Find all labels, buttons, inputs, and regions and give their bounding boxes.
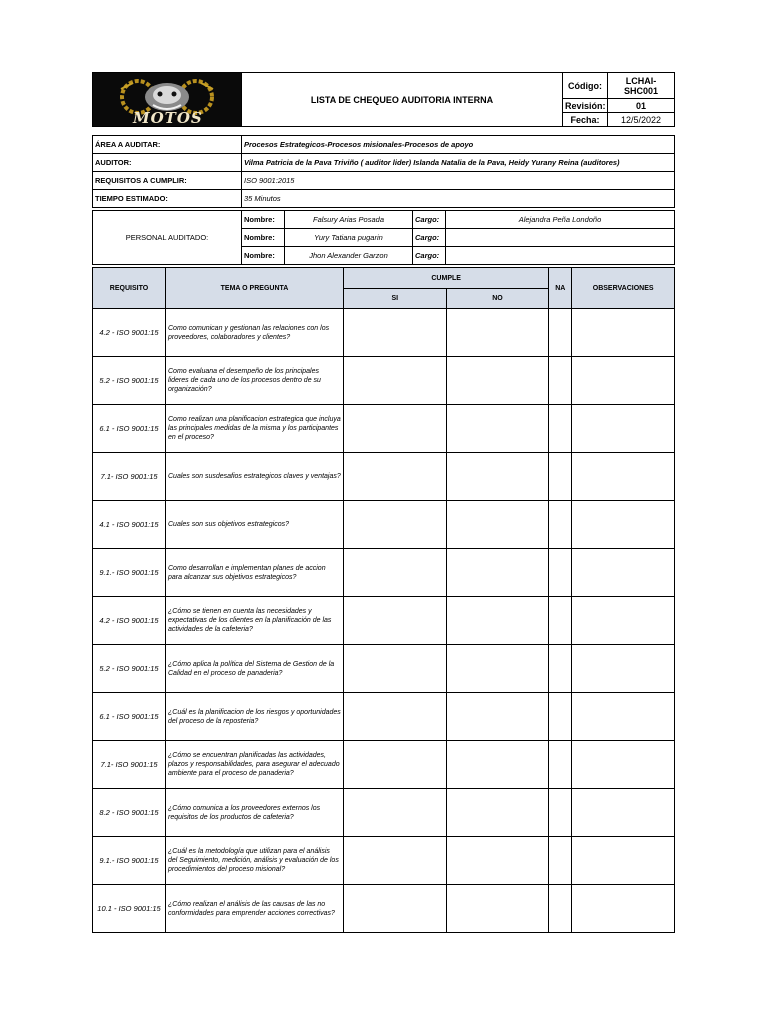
nombre-label: Nombre: (242, 211, 285, 229)
si-checkbox-cell[interactable] (344, 837, 447, 885)
no-checkbox-cell[interactable] (446, 549, 549, 597)
observaciones-cell[interactable] (572, 309, 675, 357)
header-table (92, 72, 675, 127)
observaciones-cell[interactable] (572, 453, 675, 501)
document-title: LISTA DE CHEQUEO AUDITORIA INTERNA (242, 73, 563, 127)
requisito-cell: 7.1- ISO 9001:15 (93, 453, 166, 501)
table-row (93, 357, 675, 405)
nombre-label: Nombre: (242, 247, 285, 265)
observaciones-cell[interactable] (572, 741, 675, 789)
requisito-cell: 9.1.- ISO 9001:15 (93, 837, 166, 885)
personal-label: PERSONAL AUDITADO: (93, 211, 242, 265)
requisito-cell: 5.2 - ISO 9001:15 (93, 645, 166, 693)
observaciones-cell[interactable] (572, 645, 675, 693)
pregunta-cell: Como evaluana el desempeño de los principales lideres de cada uno de los procesos dentro de su organización? (166, 357, 344, 405)
personal-nombre: Falsury Arias Posada (285, 211, 413, 229)
codigo-label: Código: (563, 73, 608, 99)
requisito-cell: 8.2 - ISO 9001:15 (93, 789, 166, 837)
personal-cargo (446, 247, 675, 265)
no-checkbox-cell[interactable] (446, 501, 549, 549)
pregunta-cell: ¿Cómo realizan el análisis de las causas de las no conformidades para emprender acciones correctivas? (166, 885, 344, 933)
na-checkbox-cell[interactable] (549, 789, 572, 837)
col-na: NA (549, 268, 572, 309)
pregunta-cell: ¿Cuál es la metodología que utilizan para el análisis del Seguimiento, medición, análisis y evaluación de los procedimientos del proceso misional? (166, 837, 344, 885)
requisito-cell: 4.1 - ISO 9001:15 (93, 501, 166, 549)
table-row (93, 501, 675, 549)
col-tema: TEMA O PREGUNTA (166, 268, 344, 309)
table-row (93, 405, 675, 453)
no-checkbox-cell[interactable] (446, 309, 549, 357)
cargo-label: Cargo: (413, 247, 446, 265)
requisito-cell: 10.1 - ISO 9001:15 (93, 885, 166, 933)
logo-text: MOTOS (133, 109, 203, 127)
fecha-value: 12/5/2022 (608, 113, 675, 127)
pregunta-cell: ¿Cuál es la planificacion de los riesgos y oportunidades del proceso de la reposteria? (166, 693, 344, 741)
si-checkbox-cell[interactable] (344, 597, 447, 645)
si-checkbox-cell[interactable] (344, 549, 447, 597)
personal-nombre: Jhon Alexander Garzon (285, 247, 413, 265)
col-requisito: REQUISITO (93, 268, 166, 309)
table-row (93, 597, 675, 645)
si-checkbox-cell[interactable] (344, 645, 447, 693)
no-checkbox-cell[interactable] (446, 837, 549, 885)
area-value: Procesos Estrategicos-Procesos misionales-Procesos de apoyo (242, 136, 675, 154)
observaciones-cell[interactable] (572, 501, 675, 549)
table-row (93, 837, 675, 885)
info-table (92, 135, 675, 208)
table-row (93, 693, 675, 741)
cargo-label: Cargo: (413, 211, 446, 229)
document-page (92, 72, 675, 933)
codigo-value: LCHAI-SHC001 (608, 73, 675, 99)
si-checkbox-cell[interactable] (344, 501, 447, 549)
col-cumple: CUMPLE (344, 268, 549, 289)
no-checkbox-cell[interactable] (446, 453, 549, 501)
table-row (93, 309, 675, 357)
na-checkbox-cell[interactable] (549, 741, 572, 789)
no-checkbox-cell[interactable] (446, 741, 549, 789)
no-checkbox-cell[interactable] (446, 693, 549, 741)
tiempo-label: TIEMPO ESTIMADO: (93, 190, 242, 208)
na-checkbox-cell[interactable] (549, 357, 572, 405)
area-label: ÁREA A AUDITAR: (93, 136, 242, 154)
si-checkbox-cell[interactable] (344, 885, 447, 933)
table-row (93, 789, 675, 837)
cargo-label: Cargo: (413, 229, 446, 247)
pregunta-cell: ¿Cómo comunica a los proveedores externos los requisitos de los productos de cafeteria? (166, 789, 344, 837)
requisito-cell: 6.1 - ISO 9001:15 (93, 693, 166, 741)
observaciones-cell[interactable] (572, 405, 675, 453)
no-checkbox-cell[interactable] (446, 405, 549, 453)
col-si: SI (344, 289, 447, 309)
requisito-cell: 4.2 - ISO 9001:15 (93, 597, 166, 645)
auditor-value: Vilma Patricia de la Pava Triviño ( auditor lider) Islanda Natalia de la Pava, Heidy Yurany Reina (auditores) (242, 154, 675, 172)
requisitos-value: ISO 9001:2015 (242, 172, 675, 190)
pregunta-cell: ¿Cómo se encuentran planificadas las actividades, plazos y responsabilidades, para asegurar el adecuado ambiente para el proceso de panaderia? (166, 741, 344, 789)
na-checkbox-cell[interactable] (549, 885, 572, 933)
pregunta-cell: Cuales son sus objetivos estrategicos? (166, 501, 344, 549)
company-logo (93, 73, 242, 127)
pregunta-cell: Como realizan una planificacion estrategica que incluya las principales medidas de la misma y los participantes en el proceso? (166, 405, 344, 453)
requisito-cell: 7.1- ISO 9001:15 (93, 741, 166, 789)
revision-value: 01 (608, 99, 675, 113)
observaciones-cell[interactable] (572, 597, 675, 645)
na-checkbox-cell[interactable] (549, 645, 572, 693)
na-checkbox-cell[interactable] (549, 693, 572, 741)
table-row (93, 549, 675, 597)
observaciones-cell[interactable] (572, 357, 675, 405)
observaciones-cell[interactable] (572, 549, 675, 597)
table-row (93, 645, 675, 693)
na-checkbox-cell[interactable] (549, 597, 572, 645)
requisito-cell: 9.1.- ISO 9001:15 (93, 549, 166, 597)
fecha-label: Fecha: (563, 113, 608, 127)
na-checkbox-cell[interactable] (549, 549, 572, 597)
no-checkbox-cell[interactable] (446, 597, 549, 645)
na-checkbox-cell[interactable] (549, 837, 572, 885)
col-observaciones: OBSERVACIONES (572, 268, 675, 309)
personal-cargo: Alejandra Peña Londoño (446, 211, 675, 229)
si-checkbox-cell[interactable] (344, 309, 447, 357)
na-checkbox-cell[interactable] (549, 309, 572, 357)
pregunta-cell: Como desarrollan e implementan planes de accion para alcanzar sus objetivos estrategicos? (166, 549, 344, 597)
si-checkbox-cell[interactable] (344, 453, 447, 501)
table-row (93, 885, 675, 933)
tiempo-value: 35 Minutos (242, 190, 675, 208)
table-row (93, 741, 675, 789)
personal-cargo (446, 229, 675, 247)
si-checkbox-cell[interactable] (344, 357, 447, 405)
observaciones-cell[interactable] (572, 789, 675, 837)
si-checkbox-cell[interactable] (344, 789, 447, 837)
no-checkbox-cell[interactable] (446, 885, 549, 933)
observaciones-cell[interactable] (572, 885, 675, 933)
auditor-label: AUDITOR: (93, 154, 242, 172)
requisito-cell: 4.2 - ISO 9001:15 (93, 309, 166, 357)
pregunta-cell: ¿Cómo se tienen en cuenta las necesidades y expectativas de los clientes en la planificación de las actividades de la cafeteria? (166, 597, 344, 645)
requisitos-label: REQUISITOS A CUMPLIR: (93, 172, 242, 190)
checklist-table (92, 267, 675, 933)
si-checkbox-cell[interactable] (344, 693, 447, 741)
pregunta-cell: Como comunican y gestionan las relaciones con los proveedores, colaboradores y clientes? (166, 309, 344, 357)
personal-nombre: Yury Tatiana pugarin (285, 229, 413, 247)
nombre-label: Nombre: (242, 229, 285, 247)
no-checkbox-cell[interactable] (446, 645, 549, 693)
col-no: NO (446, 289, 549, 309)
si-checkbox-cell[interactable] (344, 405, 447, 453)
no-checkbox-cell[interactable] (446, 789, 549, 837)
table-row (93, 453, 675, 501)
si-checkbox-cell[interactable] (344, 741, 447, 789)
no-checkbox-cell[interactable] (446, 357, 549, 405)
revision-label: Revisión: (563, 99, 608, 113)
na-checkbox-cell[interactable] (549, 405, 572, 453)
na-checkbox-cell[interactable] (549, 501, 572, 549)
observaciones-cell[interactable] (572, 693, 675, 741)
na-checkbox-cell[interactable] (549, 453, 572, 501)
pregunta-cell: ¿Cómo aplica la política del Sistema de Gestion de la Calidad en el proceso de panaderia? (166, 645, 344, 693)
pregunta-cell: Cuales son susdesafios estrategicos claves y ventajas? (166, 453, 344, 501)
observaciones-cell[interactable] (572, 837, 675, 885)
personal-table (92, 210, 675, 265)
requisito-cell: 6.1 - ISO 9001:15 (93, 405, 166, 453)
requisito-cell: 5.2 - ISO 9001:15 (93, 357, 166, 405)
